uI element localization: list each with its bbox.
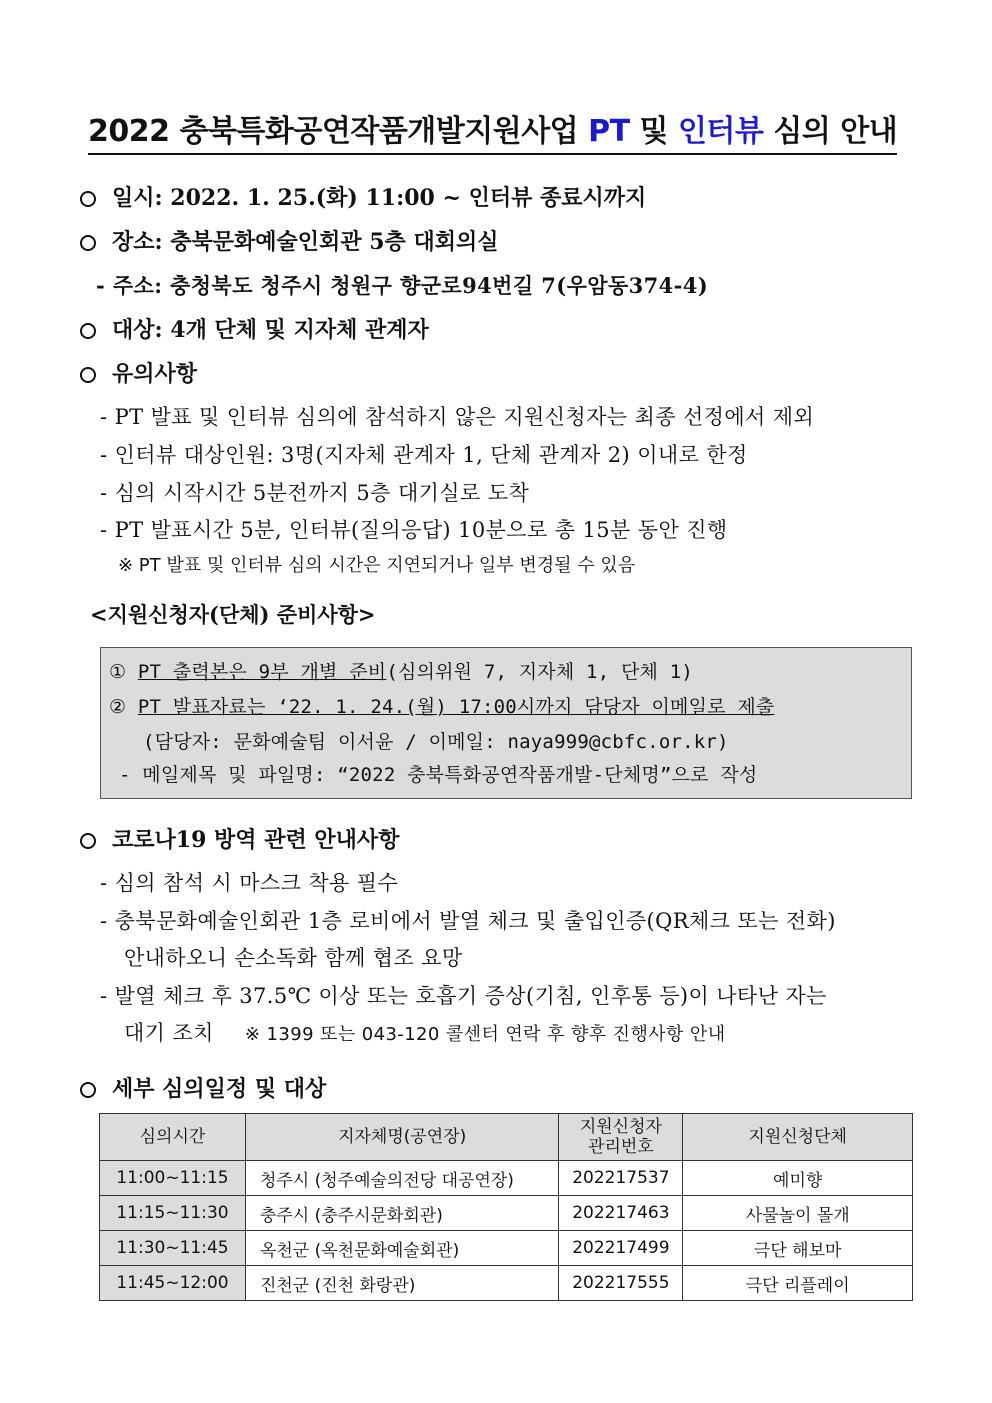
cell-id: 202217499 — [559, 1231, 683, 1266]
cell-id: 202217537 — [559, 1161, 683, 1196]
cell-venue: 옥천군 (옥천문화예술회관) — [245, 1231, 558, 1266]
cell-id: 202217555 — [559, 1266, 683, 1301]
circle-bullet-icon — [80, 235, 96, 251]
table-row — [100, 1161, 913, 1196]
header-line: 관리번호 — [588, 1137, 654, 1157]
cell-group: 예미향 — [683, 1161, 913, 1196]
table-header-row — [100, 1114, 913, 1161]
prep-heading: <지원신청자(단체) 준비사항> — [90, 602, 376, 627]
title-part3: 심의 안내 — [763, 114, 898, 149]
bullet-value: : 충북문화예술인회관 5층 대회의실 — [154, 229, 499, 255]
bullet-notices — [80, 360, 197, 388]
notice-line: - PT 발표시간 5분, 인터뷰(질의응답) 10분으로 총 15분 동안 진행 — [100, 518, 728, 542]
column-header: 지자체명(공연장) — [245, 1114, 558, 1161]
cell-id: 202217463 — [559, 1196, 683, 1231]
notice-line: - 인터뷰 대상인원: 3명(지자체 관계자 1, 단체 관계자 2) 이내로 한정 — [100, 443, 748, 467]
circle-bullet-icon — [80, 367, 96, 383]
title-highlight-interview: 인터뷰 — [677, 114, 764, 149]
cell-time: 11:15~11:30 — [100, 1196, 246, 1231]
title-part1: 2022 충북특화공연작품개발지원사업 — [88, 114, 589, 149]
prep-item-2 — [109, 694, 774, 720]
circle-bullet-icon — [80, 833, 96, 849]
bullet-label: 코로나19 방역 관련 안내사항 — [112, 827, 400, 853]
cell-time: 11:00~11:15 — [100, 1161, 246, 1196]
prep-item-2-underlined: PT 발표자료는 ‘22. 1. 24.(월) 17:00시까지 담당자 이메일로 제출 — [137, 696, 775, 718]
circle-bullet-icon — [80, 191, 96, 207]
prep-box — [100, 647, 912, 799]
notice-remark: ※ PT 발표 및 인터뷰 심의 시간은 지연되거나 일부 변경될 수 있음 — [118, 555, 636, 576]
cell-venue: 충주시 (충주시문화회관) — [245, 1196, 558, 1231]
schedule-table — [99, 1113, 913, 1301]
prep-item-1 — [109, 659, 693, 685]
bullet-schedule — [80, 1075, 326, 1103]
bullet-label: 유의사항 — [112, 361, 198, 387]
column-header — [559, 1114, 683, 1161]
prep-item-1-rest: (심의위원 7, 지자체 1, 단체 1) — [386, 661, 693, 683]
bullet-datetime — [80, 184, 646, 212]
notice-line: - 심의 시작시간 5분전까지 5층 대기실로 도착 — [100, 481, 530, 505]
bullet-label: 일시 — [112, 185, 155, 211]
cell-time: 11:30~11:45 — [100, 1231, 246, 1266]
covid-line: - 충북문화예술인회관 1층 로비에서 발열 체크 및 출입인증(QR체크 또는 전화) — [100, 909, 836, 933]
cell-group: 사물놀이 몰개 — [683, 1196, 913, 1231]
prep-mail-note: - 메일제목 및 파일명: “2022 충북특화공연작품개발-단체명”으로 작성 — [119, 764, 758, 786]
address-line: - 주소: 충청북도 청주시 청원구 향군로94번길 7(우암동374-4) — [96, 273, 709, 298]
circle-bullet-icon — [80, 1082, 96, 1098]
table-row — [100, 1266, 913, 1301]
prep-contact: (담당자: 문화예술팀 이서윤 / 이메일: naya999@cbfc.or.kr) — [143, 731, 729, 753]
covid-line: 안내하오니 손소독화 함께 협조 요망 — [124, 946, 463, 970]
covid-line: - 심의 참석 시 마스크 착용 필수 — [100, 871, 399, 895]
column-header: 심의시간 — [100, 1114, 246, 1161]
bullet-value: : 4개 단체 및 지자체 관계자 — [154, 317, 429, 343]
bullet-place — [80, 228, 498, 256]
title-part2: 및 — [629, 114, 678, 149]
prep-item-1-underlined: PT 출력본은 9부 개별 준비 — [137, 661, 387, 683]
table-row — [100, 1231, 913, 1266]
notice-line: - PT 발표 및 인터뷰 심의에 참석하지 않은 지원신청자는 최종 선정에서 제외 — [100, 405, 815, 429]
circle-bullet-icon — [80, 323, 96, 339]
cell-time: 11:45~12:00 — [100, 1266, 246, 1301]
bullet-label: 세부 심의일정 및 대상 — [112, 1076, 327, 1102]
covid-line — [124, 1019, 726, 1047]
bullet-label: 장소 — [112, 229, 155, 255]
bullet-target — [80, 316, 429, 344]
header-line: 지원신청자 — [579, 1117, 662, 1137]
column-header: 지원신청단체 — [683, 1114, 913, 1161]
item-number: ② — [109, 696, 127, 718]
covid-remark: ※ 1399 또는 043-120 콜센터 연락 후 향후 진행사항 안내 — [244, 1024, 726, 1045]
bullet-label: 대상 — [112, 317, 155, 343]
cell-venue: 청주시 (청주예술의전당 대공연장) — [245, 1161, 558, 1196]
bullet-covid — [80, 826, 399, 854]
page-title — [88, 113, 897, 155]
covid-wait-text: 대기 조치 — [124, 1021, 214, 1045]
cell-venue: 진천군 (진천 화랑관) — [245, 1266, 558, 1301]
cell-group: 극단 리플레이 — [683, 1266, 913, 1301]
cell-group: 극단 해보마 — [683, 1231, 913, 1266]
covid-line: - 발열 체크 후 37.5℃ 이상 또는 호흡기 증상(기침, 인후통 등)이 나타난 자는 — [100, 984, 827, 1008]
bullet-value: : 2022. 1. 25.(화) 11:00 ~ 인터뷰 종료시까지 — [154, 185, 647, 211]
item-number: ① — [109, 661, 127, 683]
table-row — [100, 1196, 913, 1231]
title-highlight-pt: PT — [588, 114, 630, 149]
